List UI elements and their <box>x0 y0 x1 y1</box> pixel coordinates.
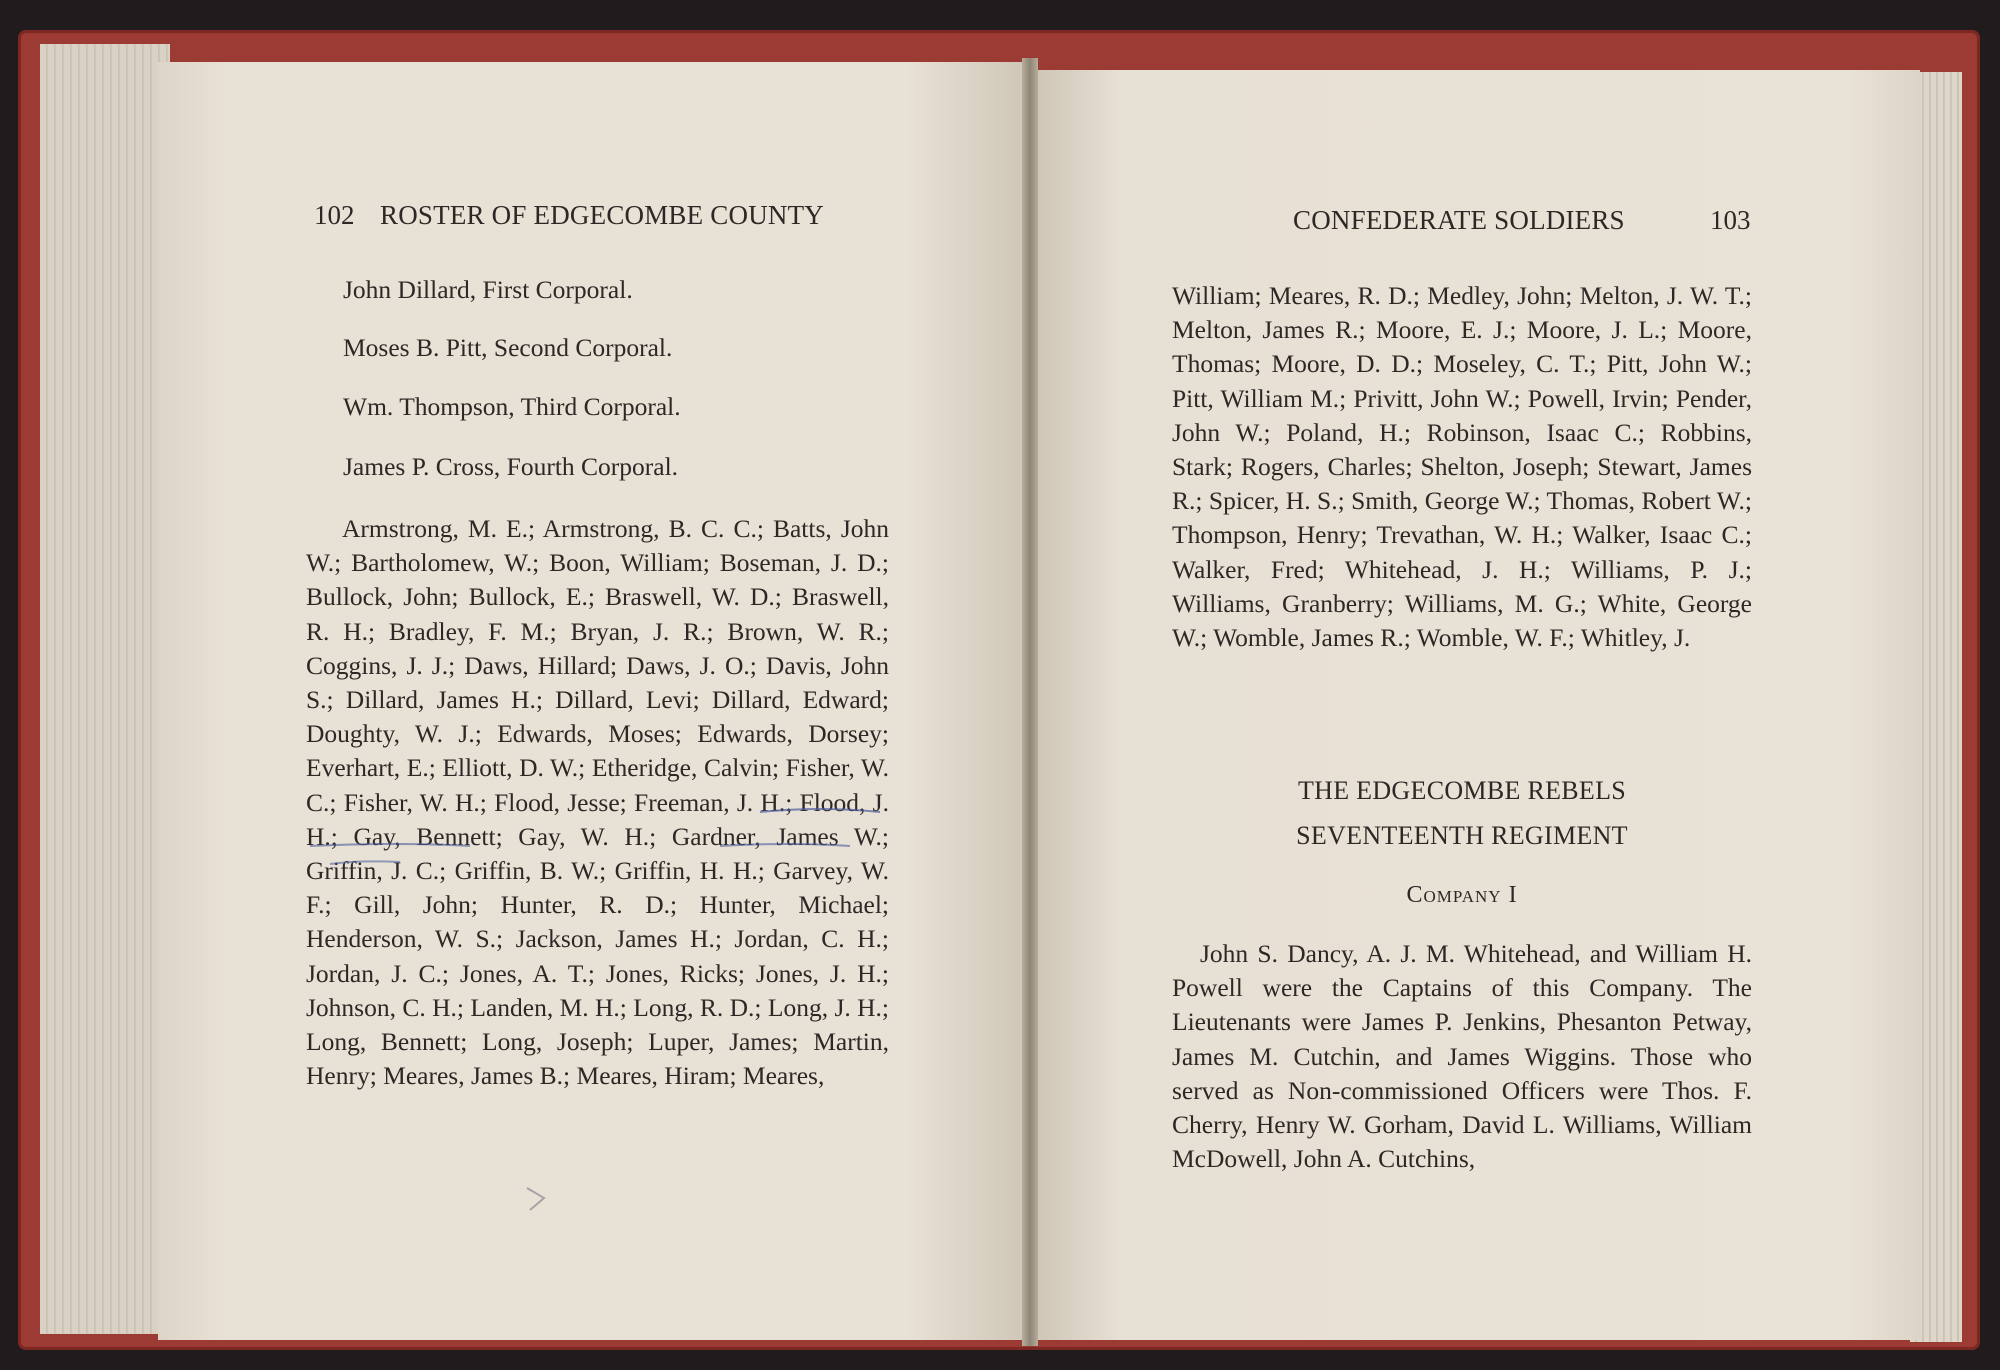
left-page-number: 102 <box>314 200 355 230</box>
roster-paragraph: Armstrong, M. E.; Armstrong, B. C. C.; Batts, John W.; Bartholomew, W.; Boon, William; Boseman, J. D.; Bullock, John; Bullock, E.; Braswell, W. D.; Braswell, R. H.; Bradley, F. M.; Bryan, J. R.; Brown, W. R.; Coggins, J. J.; Daws, Hillard; Daws, J. O.; Davis, John S.; Dillard, James H.; Dillard, Levi; Dillard, Edward; Doughty, W. J.; Edwards, Moses; Edwards, Dorsey; Everhart, E.; Elliott, D. W.; Etheridge, Calvin; Fisher, W. C.; Fisher, W. H.; Flood, Jesse; Freeman, J. H.; Flood, J. H.; Gay, Bennett; Gay, W. H.; Gardner, James W.; Griffin, J. C.; Griffin, B. W.; Griffin, H. H.; Garvey, W. F.; Gill, John; Hunter, R. D.; Hunter, Michael; Henderson, W. S.; Jackson, James H.; Jordan, C. H.; Jordan, J. C.; Jones, A. T.; Jones, Ricks; Jones, J. H.; Johnson, C. H.; Landen, M. H.; Long, R. D.; Long, J. H.; Long, Bennett; Long, Joseph; Luper, James; Martin, Henry; Meares, James B.; Meares, Hiram; Meares, <box>306 514 889 1091</box>
officer-line: Wm. Thompson, Third Corporal. <box>343 392 681 421</box>
roster-column-left <box>306 512 889 1093</box>
company-column <box>1172 937 1752 1176</box>
roster-column-right <box>1172 279 1752 655</box>
right-running-title: CONFEDERATE SOLDIERS <box>1293 205 1625 235</box>
roster-continuation: William; Meares, R. D.; Medley, John; Melton, J. W. T.; Melton, James R.; Moore, E. J.; Moore, J. L.; Moore, Thomas; Moore, D. D.; Moseley, C. T.; Pitt, John W.; Pitt, William M.; Privitt, John W.; Powell, Irvin; Pender, John W.; Poland, H.; Robinson, Isaac C.; Robbins, Stark; Rogers, Charles; Shelton, Joseph; Stewart, James R.; Spicer, H. S.; Smith, George W.; Thomas, Robert W.; Thompson, Henry; Trevathan, W. H.; Walker, Isaac C.; Walker, Fred; Whitehead, J. H.; Williams, P. J.; Williams, Granberry; Williams, M. G.; White, George W.; Womble, James R.; Womble, W. F.; Whitley, J. <box>1172 281 1752 653</box>
officer-line: John Dillard, First Corporal. <box>343 275 633 304</box>
company-heading: Company I <box>1406 882 1518 908</box>
left-running-title: ROSTER OF EDGECOMBE COUNTY <box>380 200 824 230</box>
section-heading: THE EDGECOMBE REBELS <box>1297 776 1627 805</box>
book-gutter <box>1022 58 1038 1346</box>
page-edges-left <box>40 44 170 1334</box>
officer-line: Moses B. Pitt, Second Corporal. <box>343 333 673 362</box>
company-paragraph: John S. Dancy, A. J. M. Whitehead, and William H. Powell were the Captains of this Company. The Lieutenants were James P. Jenkins, Phesanton Petway, James M. Cutchin, and James Wiggins. Those who served as Non-commissioned Officers were Thos. F. Cherry, Henry W. Gorham, David L. Williams, William McDowell, John A. Cutchins, <box>1172 939 1752 1174</box>
section-subheading: SEVENTEENTH REGIMENT <box>1296 821 1628 850</box>
right-page-number: 103 <box>1710 205 1751 235</box>
officer-line: James P. Cross, Fourth Corporal. <box>343 452 679 481</box>
